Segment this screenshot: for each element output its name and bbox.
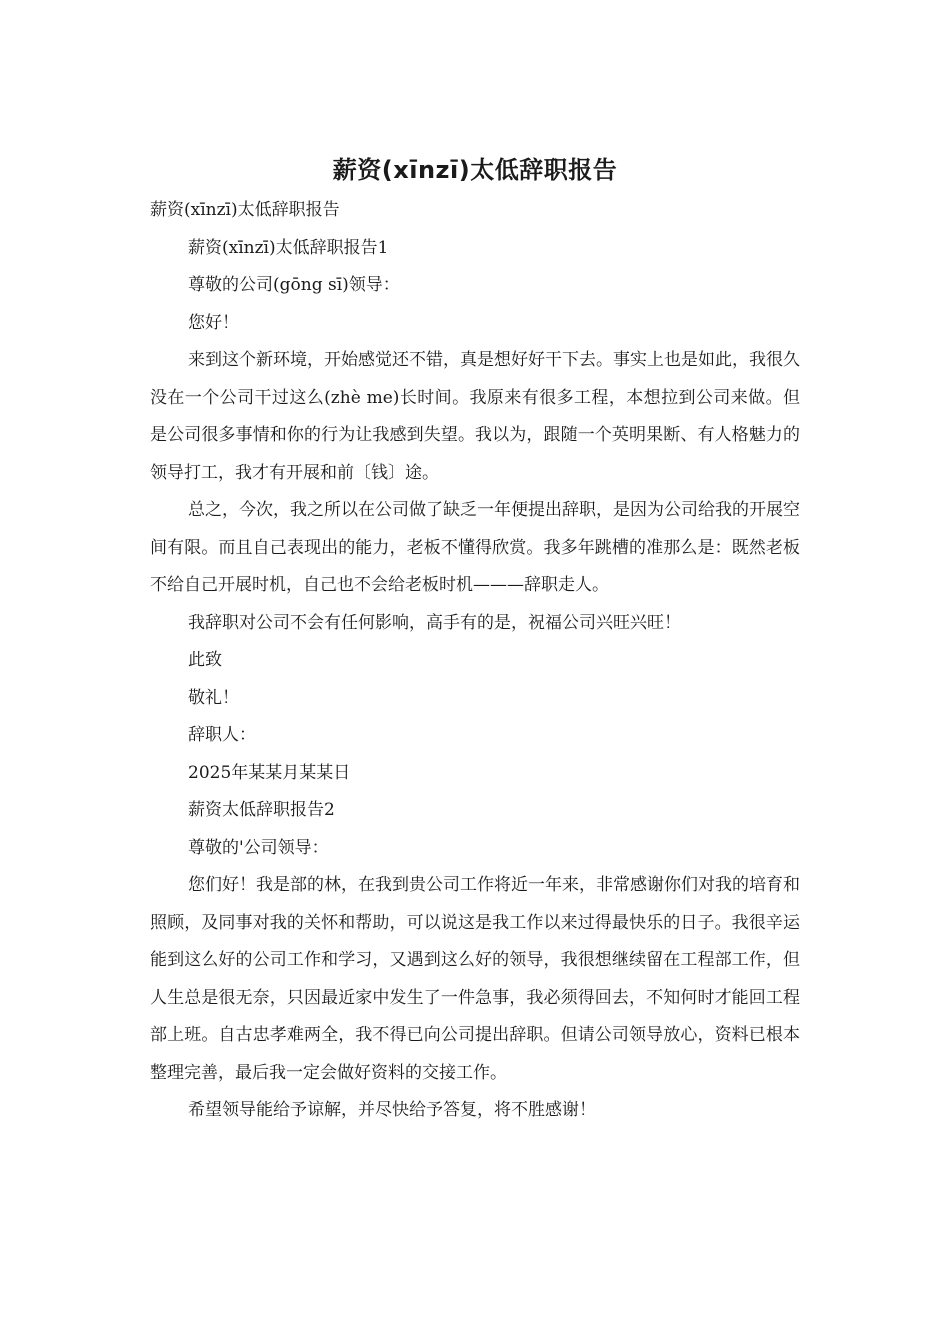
paragraph-body: 希望领导能给予谅解，并尽快给予答复，将不胜感谢！: [188, 1100, 596, 1120]
paragraph-salutation-2: 尊敬的'公司领导：: [188, 837, 329, 858]
paragraph-salutation-1: 尊敬的公司(gōng sī)领导：: [188, 275, 400, 295]
paragraph-body: 您们好！我是部的林，在我到贵公司工作将近一年来，非常感谢你们对我的培育和照顾，及同事对我的关怀和帮助，可以说这是我工作以来过得最快乐的日子。我很辛运能到这么好的公司工作和学习，又遇到这么好的领导，我很想继续留在工程部工作，但人生总是很无奈，只因最近家中发生了一件急事，我必须得回去，不知何时才能回工程部上班。自古忠孝难两全，我不得已向公司提出辞职。但请公司领导放心，资料已根本整理完善，最后我一定会做好资料的交接工作。: [150, 875, 800, 1083]
paragraph-heading: 薪资(xīnzī)太低辞职报告: [150, 200, 340, 220]
paragraph-body: 总之，今次，我之所以在公司做了缺乏一年便提出辞职，是因为公司给我的开展空间有限。而且自己表现出的能力，老板不懂得欣赏。我多年跳槽的准那么是：既然老板不给自己开展时机，自己也不会给老板时机———辞职走人。: [150, 500, 800, 595]
paragraph-closing: 此致: [188, 650, 222, 670]
paragraph-closing: 敬礼！: [188, 687, 239, 708]
paragraph-signature: 辞职人：: [188, 725, 256, 745]
paragraph-date: 2025年某某月某某日: [188, 762, 351, 783]
paragraph-greeting-1: 您好！: [188, 312, 239, 333]
paragraph-subtitle-1: 薪资(xīnzī)太低辞职报告1: [188, 237, 389, 258]
paragraph-body: 我辞职对公司不会有任何影响，高手有的是，祝福公司兴旺兴旺！: [188, 612, 681, 633]
document-body: [150, 192, 800, 1130]
paragraph-subtitle-2: 薪资太低辞职报告2: [188, 800, 335, 820]
document-title: 薪资(xīnzī)太低辞职报告: [332, 156, 618, 184]
paragraph-body: 来到这个新环境，开始感觉还不错，真是想好好干下去。事实上也是如此，我很久没在一个公司干过这么(zhè me)长时间。我原来有很多工程，本想拉到公司来做。但是公司很多事情和你的行为让我感到失望。我以为，跟随一个英明果断、有人格魅力的领导打工，我才有开展和前〔钱〕途。: [150, 350, 800, 483]
